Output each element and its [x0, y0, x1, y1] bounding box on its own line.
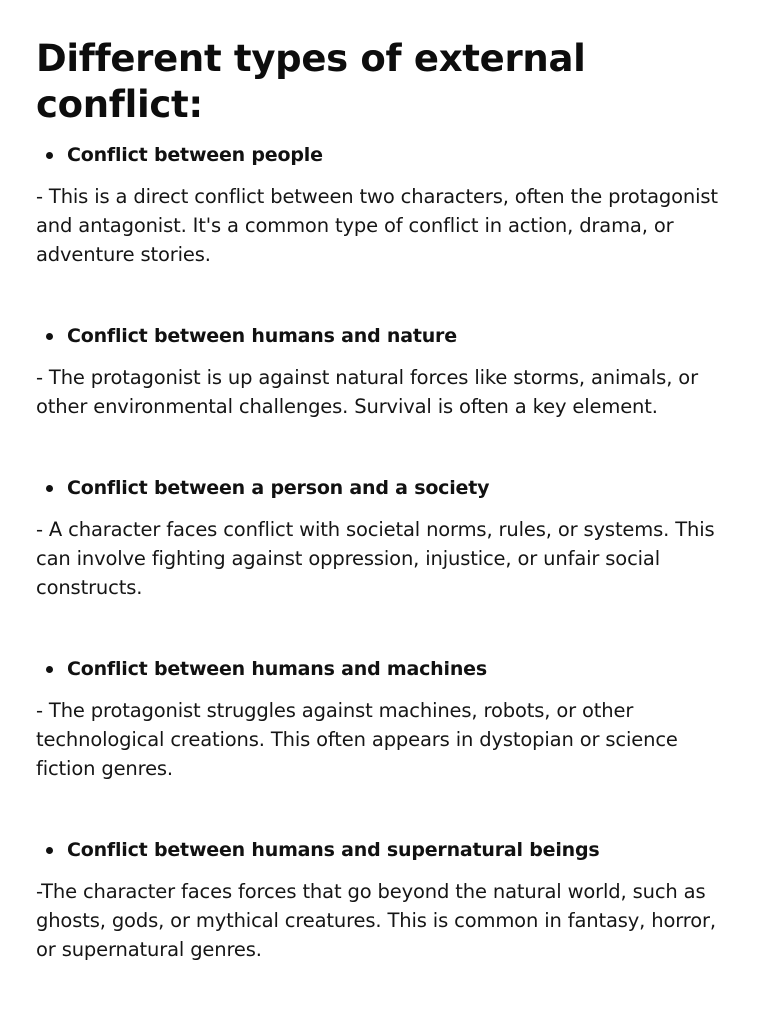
item-description: - The protagonist struggles against machines, robots, or other technological creations. This often appears in dystopian or science fiction genres. [36, 699, 678, 780]
item-heading: Conflict between humans and machines [67, 658, 487, 680]
bullet-icon [46, 485, 53, 492]
conflict-section-3 [36, 473, 732, 602]
item-description: -The character faces forces that go beyond the natural world, such as ghosts, gods, or mythical creatures. This is common in fantasy, horror, or supernatural genres. [36, 880, 716, 961]
list-item-heading-row [36, 654, 732, 684]
bullet-icon [46, 847, 53, 854]
page-title: Different types of external conflict: [36, 37, 586, 126]
item-heading: Conflict between humans and nature [67, 325, 457, 347]
conflict-section-5 [36, 835, 732, 964]
conflict-section-1 [36, 140, 732, 269]
list-item-heading-row [36, 321, 732, 351]
list-item-heading-row [36, 473, 732, 503]
bullet-icon [46, 666, 53, 673]
conflict-section-2 [36, 321, 732, 421]
item-description: - This is a direct conflict between two characters, often the protagonist and antagonist. It's a common type of conflict in action, drama, or adventure stories. [36, 185, 718, 266]
list-item-heading-row [36, 835, 732, 865]
item-heading: Conflict between humans and supernatural beings [67, 839, 600, 861]
conflict-section-4 [36, 654, 732, 783]
item-heading: Conflict between a person and a society [67, 477, 490, 499]
bullet-icon [46, 152, 53, 159]
bullet-icon [46, 333, 53, 340]
item-description: - The protagonist is up against natural forces like storms, animals, or other environmental challenges. Survival is often a key element. [36, 366, 698, 418]
item-description: - A character faces conflict with societal norms, rules, or systems. This can involve fighting against oppression, injustice, or unfair social constructs. [36, 518, 715, 599]
list-item-heading-row [36, 140, 732, 170]
item-heading: Conflict between people [67, 144, 323, 166]
